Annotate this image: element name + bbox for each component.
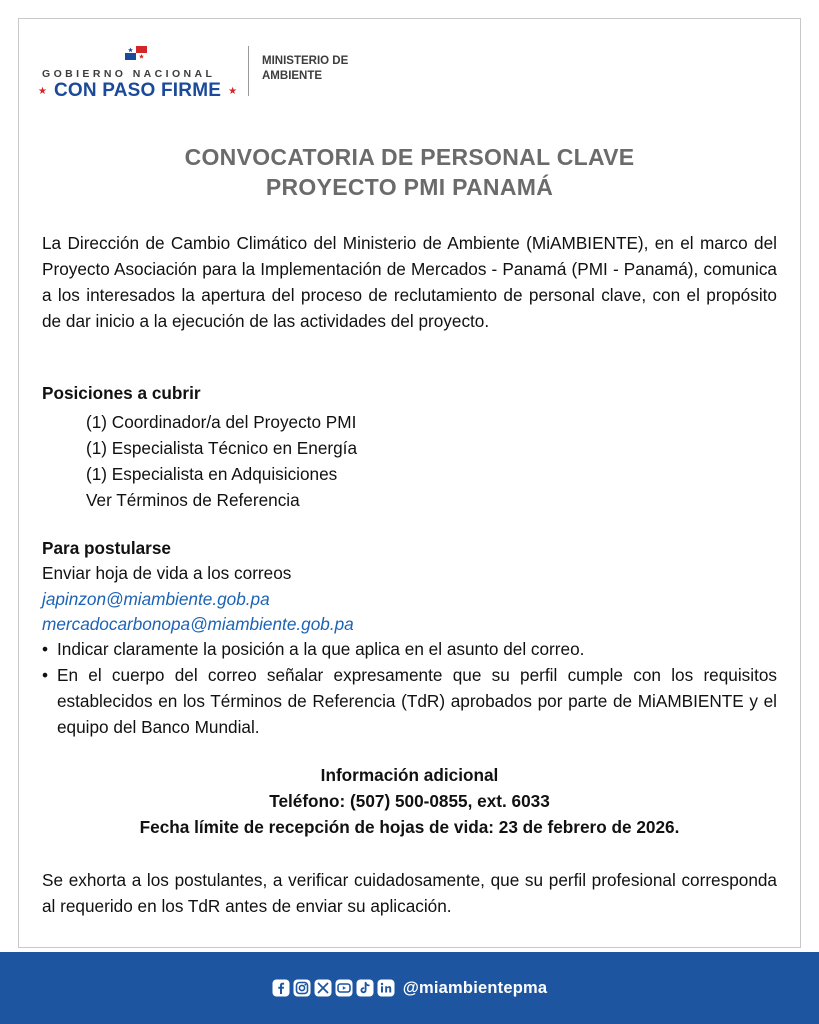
positions-heading: Posiciones a cubrir [42, 383, 201, 403]
intro-paragraph: La Dirección de Cambio Climático del Ministerio de Ambiente (MiAMBIENTE), en el marco del Proyecto Asociación para la Implementación de Mercados - Panamá (PMI - Panamá), comunica a los interesados la apertura del proceso de reclutamiento de personal clave, con el propósito de dar inicio a la ejecución de las actividades del proyecto. [42, 233, 777, 331]
list-item [42, 662, 777, 740]
list-item: (1) Coordinador/a del Proyecto PMI [86, 412, 357, 432]
ministerio-label [262, 54, 348, 84]
star-left-icon: ★ [38, 85, 47, 97]
bullet-text: Indicar claramente la posición a la que aplica en el asunto del correo. [57, 639, 585, 659]
tiktok-icon[interactable] [356, 979, 374, 997]
con-paso-firme-label: CON PASO FIRME [53, 80, 222, 101]
bullet-text: En el cuerpo del correo señalar expresamente que su perfil cumple con los requisitos establecidos en los Términos de Referencia (TdR) aprobados por parte de MiAMBIENTE y el equipo del Banco Mundial. [57, 665, 777, 737]
gobierno-nacional-label: GOBIERNO NACIONAL [42, 68, 216, 80]
star-right-icon: ★ [228, 85, 238, 97]
list-item: Ver Términos de Referencia [86, 490, 300, 510]
positions-list [86, 409, 357, 513]
facebook-icon[interactable] [272, 979, 290, 997]
ministerio-line-2: AMBIENTE [262, 70, 323, 82]
apply-instruction: Enviar hoja de vida a los correos [42, 563, 292, 583]
list-item: (1) Especialista en Adquisiciones [86, 464, 338, 484]
page-title-line-2: PROYECTO PMI PANAMÁ [265, 174, 554, 200]
phone-line: Teléfono: (507) 500-0855, ext. 6033 [269, 791, 550, 811]
closing-paragraph: Se exhorta a los postulantes, a verificar cuidadosamente, que su perfil profesional corresponda al requerido en los TdR antes de enviar su aplicación. [42, 870, 777, 916]
social-handle[interactable]: @miambientepma [402, 978, 548, 997]
youtube-icon[interactable] [335, 979, 353, 997]
email-link-1[interactable]: japinzon@miambiente.gob.pa [42, 589, 270, 609]
linkedin-icon[interactable] [377, 979, 395, 997]
deadline-line: Fecha límite de recepción de hojas de vida: 23 de febrero de 2026. [139, 817, 680, 837]
apply-bullets [42, 636, 777, 740]
footer-bar [0, 952, 819, 1024]
government-logo [38, 42, 378, 102]
email-link-2[interactable]: mercadocarbonopa@miambiente.gob.pa [42, 614, 354, 634]
bullet-icon: • [42, 665, 49, 685]
ministerio-line-1: MINISTERIO DE [262, 55, 349, 67]
social-icons [272, 979, 395, 997]
instagram-icon[interactable] [293, 979, 311, 997]
apply-heading: Para postularse [42, 538, 171, 558]
panama-flag-icon [125, 46, 147, 60]
logo-divider [248, 46, 249, 96]
x-icon[interactable] [314, 979, 332, 997]
bullet-icon: • [42, 639, 49, 659]
list-item: (1) Especialista Técnico en Energía [86, 438, 358, 458]
list-item [42, 636, 777, 662]
additional-heading: Información adicional [320, 765, 499, 785]
page-title-line-1: CONVOCATORIA DE PERSONAL CLAVE [184, 144, 635, 170]
